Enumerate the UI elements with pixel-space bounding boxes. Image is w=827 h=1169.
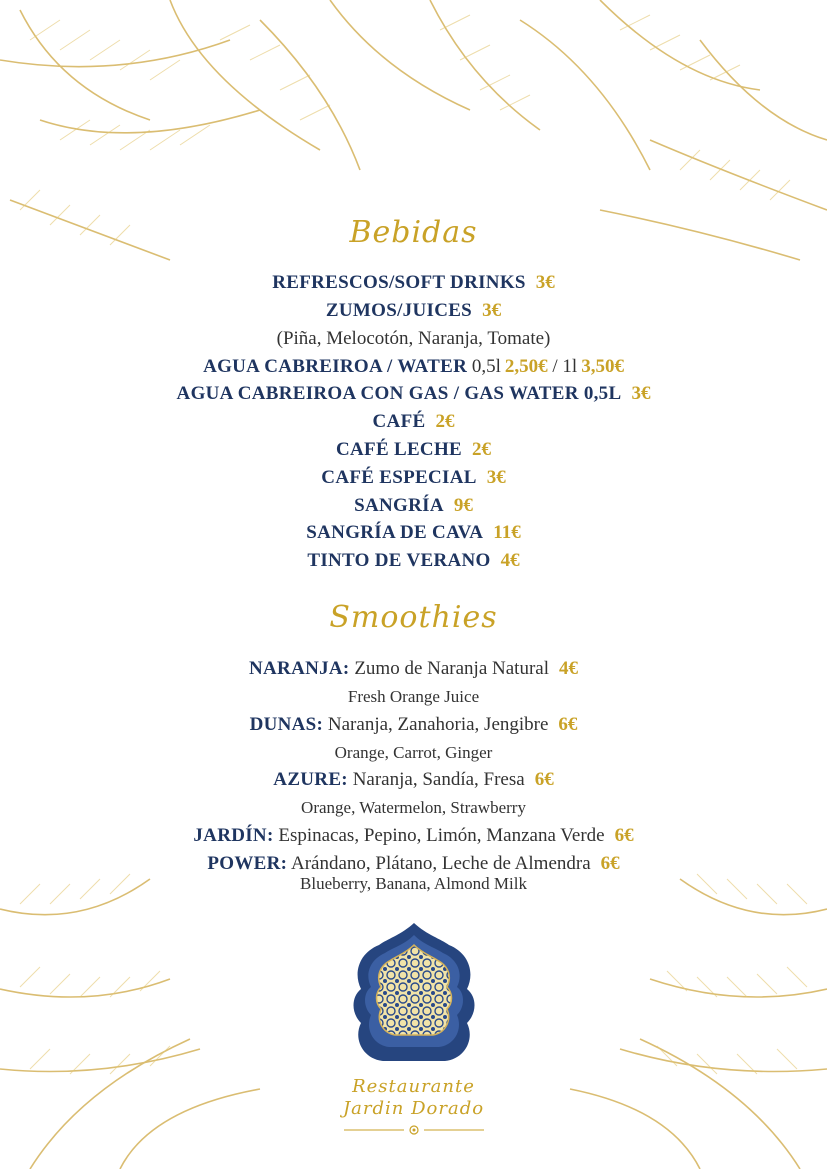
restaurant-name-line1: Restaurante xyxy=(352,1076,475,1097)
smoothie-ingredients: Zumo de Naranja Natural xyxy=(354,658,549,679)
restaurant-name-line2: Jardin Dorado xyxy=(342,1098,485,1119)
menu-item xyxy=(0,271,827,295)
item-price: 3,50€ xyxy=(581,356,624,377)
smoothie-name: NARANJA: xyxy=(249,658,350,679)
item-name: CAFÉ ESPECIAL xyxy=(321,467,477,488)
item-price: 2,50€ xyxy=(504,356,548,377)
bebidas-title: Bebidas xyxy=(349,215,478,250)
item-price: 3€ xyxy=(486,467,506,488)
item-price: 11€ xyxy=(493,522,521,543)
divider-ornament-icon xyxy=(344,1124,484,1136)
item-name: SANGRÍA xyxy=(354,495,444,516)
smoothie-ingredients: Naranja, Zanahoria, Jengibre xyxy=(327,714,549,735)
item-price: 3€ xyxy=(631,383,651,404)
menu-item xyxy=(0,355,827,379)
smoothie-item xyxy=(0,824,827,848)
item-price: 2€ xyxy=(435,411,455,432)
smoothie-english: Orange, Carrot, Ginger xyxy=(334,743,493,762)
item-name: CAFÉ LECHE xyxy=(336,439,462,460)
menu-item xyxy=(0,466,827,490)
item-name: TINTO DE VERANO xyxy=(307,550,491,571)
item-price: 4€ xyxy=(500,550,520,571)
smoothie-name: DUNAS: xyxy=(249,714,324,735)
smoothie-english: Blueberry, Banana, Almond Milk xyxy=(300,874,527,893)
smoothie-item xyxy=(0,768,827,792)
menu-item-note xyxy=(0,327,827,351)
smoothie-ingredients: Naranja, Sandía, Fresa xyxy=(352,769,525,790)
menu-item xyxy=(0,382,827,406)
smoothie-ingredients: Arándano, Plátano, Leche de Almendra xyxy=(290,853,591,874)
menu-item xyxy=(0,410,827,434)
smoothie-name: JARDÍN: xyxy=(193,825,274,846)
menu-item xyxy=(0,494,827,518)
item-size: 0,5l xyxy=(471,356,501,377)
smoothie-price: 6€ xyxy=(600,853,620,874)
item-size: 1l xyxy=(562,356,578,377)
item-name: REFRESCOS/SOFT DRINKS xyxy=(272,272,526,293)
item-name: ZUMOS/JUICES xyxy=(325,300,473,321)
item-price: 3€ xyxy=(482,300,502,321)
item-name: AGUA CABREIROA CON GAS / GAS WATER 0,5L xyxy=(176,383,622,404)
item-price: 3€ xyxy=(535,272,555,293)
item-name: SANGRÍA DE CAVA xyxy=(306,522,484,543)
item-name: AGUA CABREIROA / WATER xyxy=(203,356,468,377)
smoothie-price: 6€ xyxy=(558,714,578,735)
palm-leaves-bottom-decoration xyxy=(0,869,827,1169)
item-price: 2€ xyxy=(472,439,491,460)
menu-item xyxy=(0,299,827,323)
smoothie-ingredients: Espinacas, Pepino, Limón, Manzana Verde xyxy=(278,825,605,846)
smoothies-title: Smoothies xyxy=(329,600,498,635)
smoothie-english: Orange, Watermelon, Strawberry xyxy=(301,798,526,817)
item-note: (Piña, Melocotón, Naranja, Tomate) xyxy=(276,328,551,349)
smoothie-price: 6€ xyxy=(534,769,554,790)
smoothie-item xyxy=(0,713,827,737)
item-price: 9€ xyxy=(453,495,473,516)
smoothie-name: AZURE: xyxy=(273,769,348,790)
menu-item xyxy=(0,549,827,573)
palm-leaves-top-decoration xyxy=(0,0,827,300)
smoothie-name: POWER: xyxy=(207,853,288,874)
item-separator: / xyxy=(552,356,558,377)
smoothie-item xyxy=(0,657,827,681)
menu-item xyxy=(0,521,827,545)
smoothie-price: 4€ xyxy=(558,658,578,679)
smoothie-english: Fresh Orange Juice xyxy=(347,687,480,706)
item-name: CAFÉ xyxy=(372,411,426,432)
smoothie-price: 6€ xyxy=(614,825,634,846)
menu-item xyxy=(0,438,827,462)
moorish-window-emblem xyxy=(349,921,479,1071)
